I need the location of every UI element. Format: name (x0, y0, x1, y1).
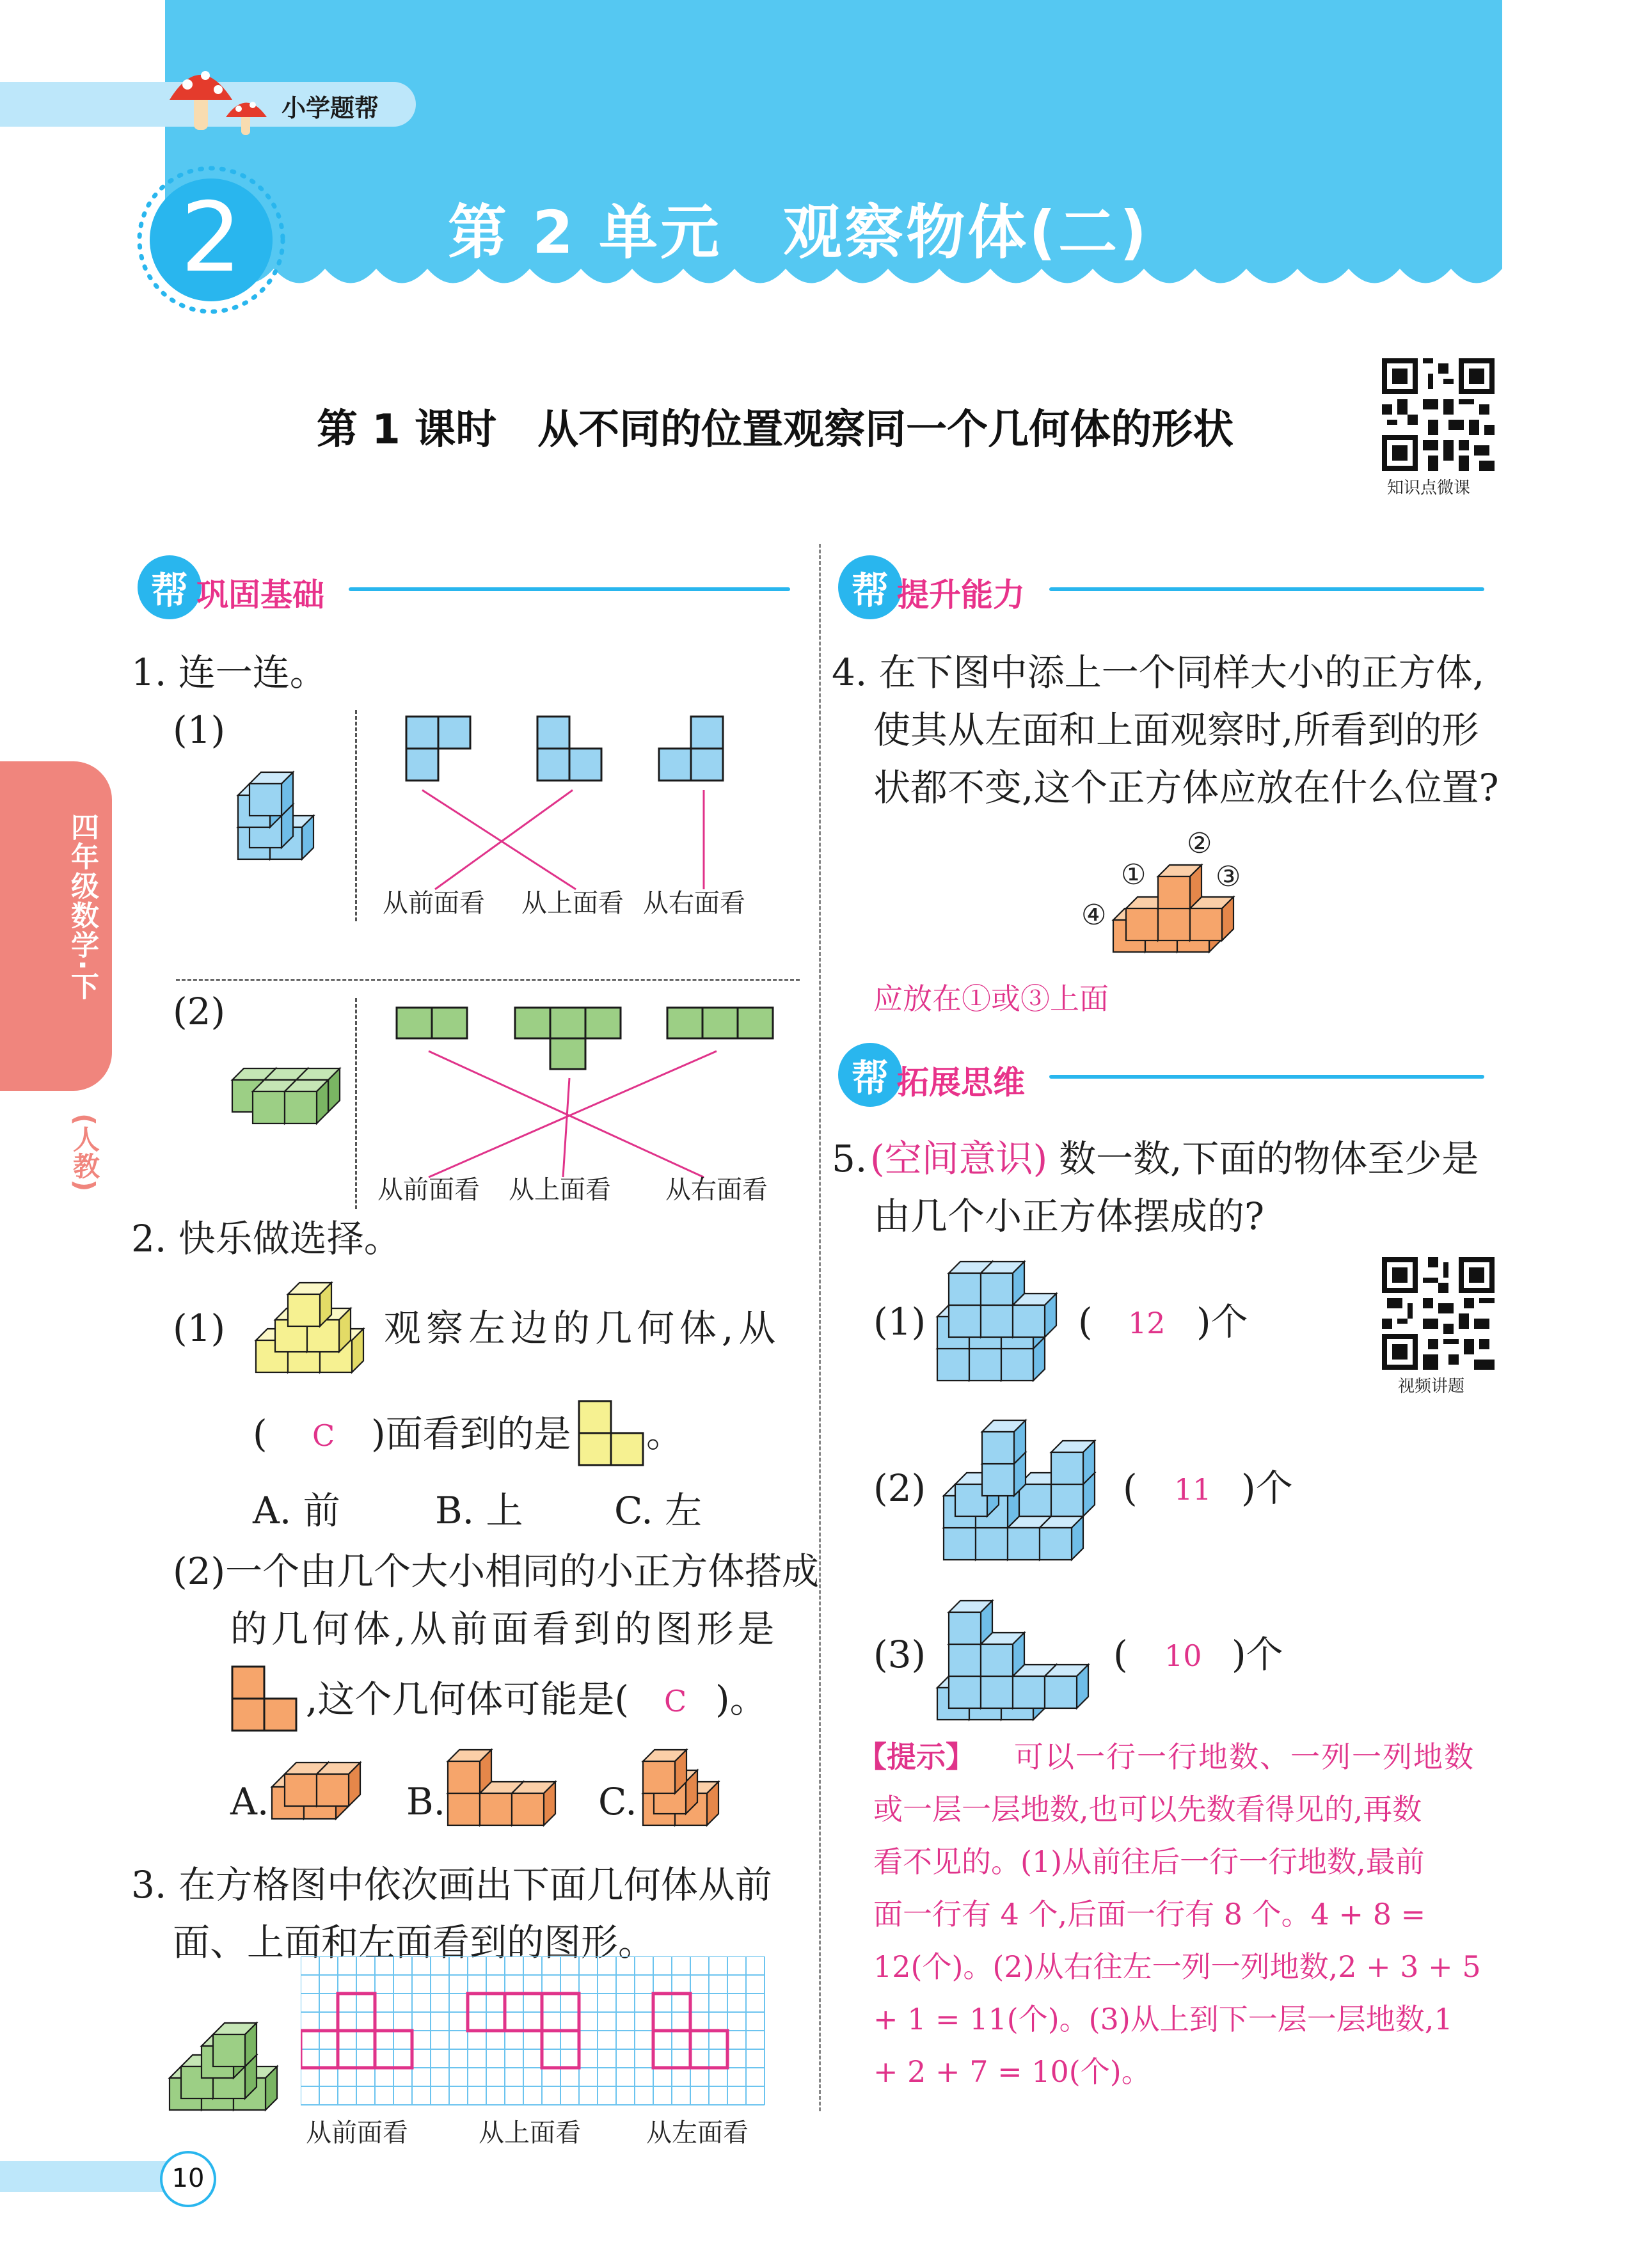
q5-item3-answer: 10 (1164, 1638, 1202, 1673)
q3-stem-line1: 3. 在方格图中依次画出下面几何体从前 (131, 1863, 772, 1907)
lesson-title: 第 1 课时 从不同的位置观察同一个几何体的形状 (317, 406, 1234, 454)
q1-part1-view-front: 从前面看 (383, 889, 485, 918)
q4-marker-1: ① (1121, 859, 1146, 891)
q2-part2-option-b: B. (406, 1780, 446, 1823)
q1-part2-view-top: 从上面看 (509, 1175, 611, 1205)
section-title: 巩固基础 (196, 576, 324, 614)
qr-code-icon[interactable] (1382, 358, 1495, 473)
q5-item2-label: (2) (873, 1466, 926, 1510)
q1-separator (176, 979, 800, 981)
q5-item3-solid (931, 1587, 1116, 1730)
q5-item2-solid (937, 1401, 1123, 1570)
q5-item1-close: )个 (1196, 1300, 1248, 1344)
q5-item3-open: ( (1113, 1633, 1128, 1676)
q4-line2: 使其从左面和上面观察时,所看到的形 (873, 708, 1479, 752)
q2-part2-shape (227, 1660, 304, 1746)
q5-hint-line2: 或一层一层地数,也可以先数看得见的,再数 (873, 1792, 1422, 1827)
q5-item1-label: (1) (873, 1300, 926, 1344)
q5-hint-line5: 12(个)。(2)从右往左一列一列地数,2 + 3 + 5 (873, 1949, 1481, 1984)
q5-hint-line6: + 1 = 11(个)。(3)从上到下一层一层地数,1 (873, 2002, 1453, 2036)
q5-number: 5. (832, 1137, 868, 1180)
section-header-expand (838, 1043, 1491, 1113)
q1-part2-view-front: 从前面看 (377, 1175, 480, 1205)
q3-solid (163, 1996, 291, 2127)
q2-part2-line1: (2)一个由几个大小相同的小正方体搭成 (173, 1550, 820, 1593)
q1-part2-vline (355, 998, 357, 1209)
q5-tag: (空间意识) (870, 1137, 1048, 1180)
q5-hint-label: 【提示】 (857, 1740, 975, 1774)
section-header-consolidate (138, 555, 790, 626)
q5-hint-line1: 可以一行一行地数、一列一列地数 (1014, 1740, 1475, 1774)
qr-code-icon[interactable] (1382, 1257, 1495, 1372)
q5-item3-close: )个 (1232, 1633, 1283, 1676)
q2-part2-option-a: A. (230, 1780, 269, 1823)
q5-item2-open: ( (1123, 1466, 1138, 1510)
q5-line1: 数一数,下面的物体至少是 (1059, 1137, 1479, 1180)
q1-part1-solid (230, 752, 345, 869)
q2-part1-text: 观察左边的几何体,从 (384, 1306, 781, 1350)
q2-part2-line3: ,这个几何体可能是( (306, 1677, 630, 1721)
page-number: 10 (171, 2164, 205, 2193)
q2-part1-shape (576, 1395, 653, 1474)
qr-caption: 知识点微课 (1387, 479, 1471, 498)
column-divider (819, 544, 821, 2111)
q4-marker-4: ④ (1081, 899, 1107, 932)
q3-view-left: 从左面看 (646, 2118, 749, 2148)
section-rule (1049, 587, 1484, 591)
q3-grid (301, 1956, 774, 2113)
unit-title: 第 2 单元 观察物体(二) (448, 198, 1150, 267)
q5-item3-label: (3) (873, 1633, 926, 1676)
q2-part1-option-c: C. 左 (614, 1489, 702, 1532)
q2-part1-open: ( (253, 1412, 267, 1455)
side-tab-edition: (人教) (69, 1113, 100, 1192)
q1-part1-view-right: 从右面看 (643, 889, 745, 918)
q1-part2-view-right: 从右面看 (665, 1175, 768, 1205)
q5-item1-open: ( (1078, 1300, 1093, 1344)
q2-part2-line3-end: )。 (715, 1677, 767, 1721)
q2-part2-answer: C (664, 1684, 687, 1718)
q4-marker-2: ② (1187, 827, 1212, 860)
q1-stem: 1. 连一连。 (131, 651, 327, 694)
unit-number: 2 (180, 182, 242, 294)
q4-answer: 应放在①或③上面 (873, 981, 1109, 1016)
q2-part2-option-c-solid (640, 1743, 755, 1848)
section-badge: 帮 (138, 555, 202, 619)
q2-part2-option-c: C. (598, 1780, 637, 1823)
brand-text: 小学题帮 (282, 94, 379, 122)
section-title: 拓展思维 (897, 1064, 1025, 1101)
mushroom-logo (163, 56, 278, 148)
section-rule (1049, 1075, 1484, 1079)
section-header-improve (838, 555, 1491, 626)
q2-part2-line2: 的几何体,从前面看到的图形是 (230, 1607, 779, 1651)
section-badge: 帮 (838, 1043, 902, 1107)
q1-part1-view-top: 从上面看 (521, 889, 624, 918)
q2-part2-option-a-solid (269, 1750, 377, 1829)
q5-line2: 由几个小正方体摆成的? (873, 1194, 1265, 1238)
q2-part1-text2: )面看到的是 (371, 1412, 571, 1455)
q5-hint-line4: 面一行有 4 个,后面一行有 8 个。4 + 8 = (873, 1897, 1426, 1931)
q2-part1-label: (1) (173, 1306, 226, 1350)
q4-line1: 4. 在下图中添上一个同样大小的正方体, (832, 651, 1485, 694)
qr-caption: 视频讲题 (1398, 1377, 1465, 1396)
q1-part1-label: (1) (173, 708, 226, 752)
q1-part2-solid (227, 1049, 368, 1141)
q3-stem-line2: 面、上面和左面看到的图形。 (173, 1921, 656, 1964)
q5-hint-line7: + 2 + 7 = 10(个)。 (873, 2054, 1151, 2089)
q5-hint-line3: 看不见的。(1)从前往后一行一行地数,最前 (873, 1844, 1425, 1879)
section-title: 提升能力 (897, 576, 1025, 614)
section-rule (349, 587, 790, 591)
side-tab-grade: 四年级数学·下 (66, 813, 99, 1001)
q2-part1-solid (253, 1276, 374, 1388)
q4-marker-3: ③ (1216, 860, 1241, 893)
q5-item2-close: )个 (1241, 1466, 1293, 1510)
q2-part1-option-b: B. 上 (435, 1489, 523, 1532)
q5-item1-answer: 12 (1128, 1306, 1166, 1340)
q2-part1-answer: C (312, 1418, 335, 1453)
q1-part1-vline (355, 710, 357, 921)
q5-item2-answer: 11 (1174, 1472, 1212, 1507)
section-badge: 帮 (838, 555, 902, 619)
q3-view-front: 从前面看 (306, 2118, 408, 2148)
q3-view-top: 从上面看 (479, 2118, 581, 2148)
q2-stem: 2. 快乐做选择。 (131, 1217, 401, 1260)
q1-part2-label: (2) (173, 990, 226, 1033)
q2-part2-option-b-solid (445, 1743, 573, 1848)
q5-item1-solid (931, 1254, 1078, 1384)
q4-line3: 状都不变,这个正方体应放在什么位置? (873, 766, 1499, 809)
q2-part1-period: 。 (646, 1412, 684, 1455)
q2-part1-option-a: A. 前 (253, 1489, 340, 1532)
